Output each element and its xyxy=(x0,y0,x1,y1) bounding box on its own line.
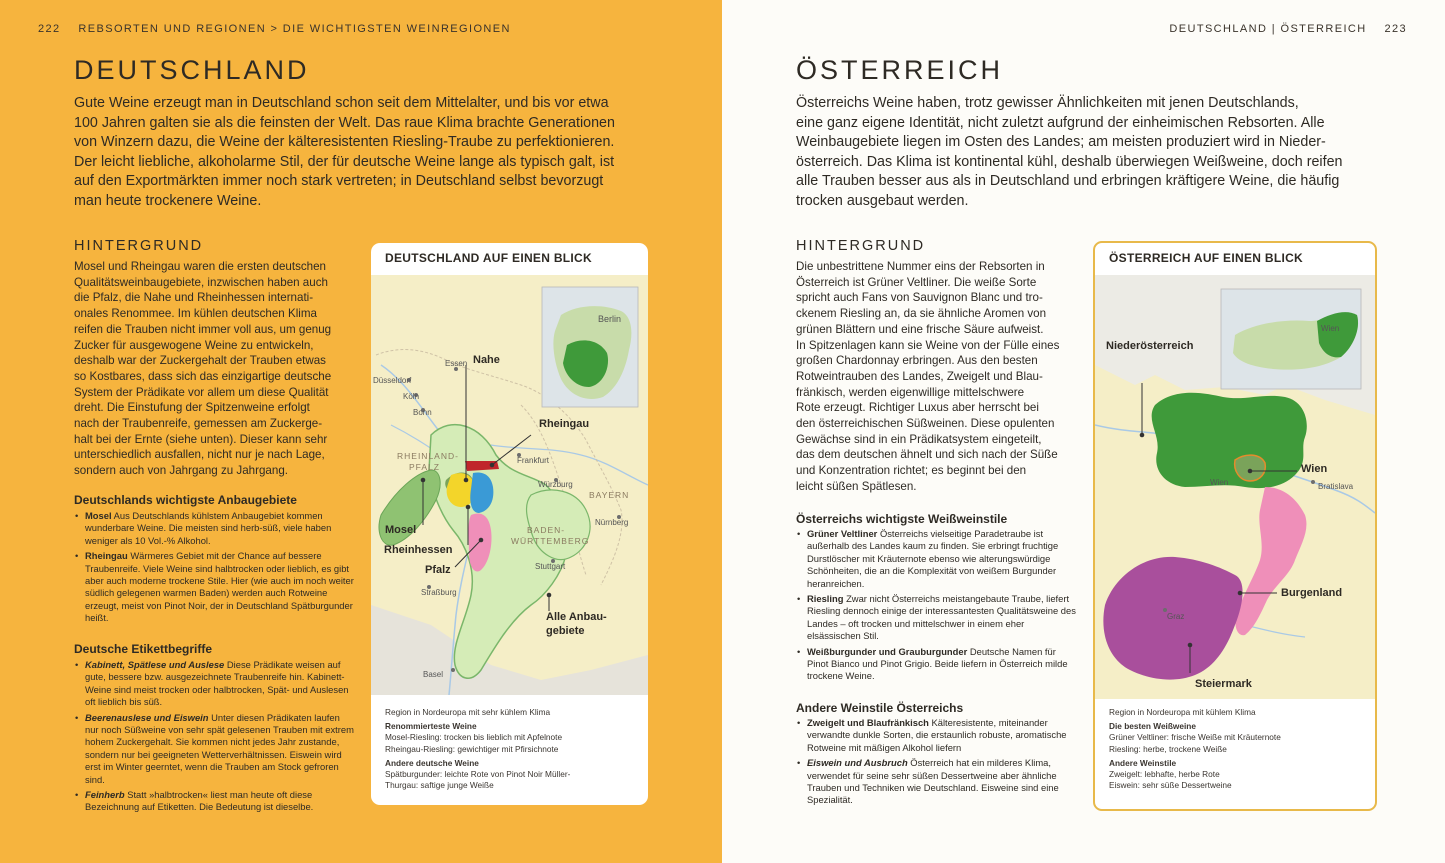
germany-map xyxy=(371,275,648,695)
intro-line: Weinbaugebiete liegen im Osten des Landes; am meisten produziert wird in Nieder- xyxy=(796,134,1326,151)
group1-line: Grüner Veltliner: frische Weiße mit Kräuternote xyxy=(1109,732,1281,743)
label-bayern: BAYERN xyxy=(589,490,630,500)
list-item: • Rheingau Wärmeres Gebiet mit der Chance auf bessere Traubenreife. Viele Weine sind halbtrocken oder lieblich, es gibt aber auch moderne trockene Stile. Hier (wie auch im noch weiter südlich gelegenen warmen Baden) werden auch Rotweine erzeugt, meist von Pinot Noir, der in Deutschland Spätburgunder heißt. xyxy=(74,550,354,624)
body-line: System der Prädikate vor allem um diese Qualität xyxy=(74,385,329,399)
body-line: den österreichischen Süßweinen. Diese opulenten xyxy=(796,417,1055,431)
label-berlin: Berlin xyxy=(598,314,622,324)
intro-line: österreich. Das Klima ist kontinental kühl, deshalb überwiegen Weißweine, doch reifen xyxy=(796,153,1343,170)
region-wien xyxy=(1235,455,1266,481)
label-wien: Wien xyxy=(1301,463,1328,475)
body-line: Rotweintrauben des Landes, Zweigelt und Blau- xyxy=(796,369,1043,383)
section-body-hintergrund xyxy=(74,259,364,479)
list-item: • Riesling Zwar nicht Österreichs meistangebaute Traube, liefert Riesling dennoch einige der interessantesten Qualitätsweine des Landes – oft trocken und mittelschwer in einem eher elsässischen Stil. xyxy=(796,593,1076,643)
intro-line: Österreichs Weine haben, trotz gewisser Ähnlichkeiten mit jenen Deutschlands, xyxy=(796,95,1299,111)
box-footer xyxy=(385,707,570,791)
body-line: halt bei der Ernte (siehe unten). Dieser kann sehr xyxy=(74,432,328,446)
section-body-hintergrund xyxy=(796,259,1086,495)
running-head-left: REBSORTEN UND REGIONEN > DIE WICHTIGSTEN WEINREGIONEN xyxy=(78,23,511,35)
body-line: Die unbestrittene Nummer eins der Rebsorten in xyxy=(796,260,1045,273)
list-item: • Eiswein und Ausbruch Österreich hat ein milderes Klima, verwendet für seine sehr süßen Dessertweine aber ähnliche Trauben und Techniken wie Deutschland. Eisweine sind eine Spezialität. xyxy=(796,757,1076,807)
label-nahe: Nahe xyxy=(473,354,500,366)
climate-line: Region in Nordeuropa mit kühlem Klima xyxy=(1109,707,1256,717)
body-line: Österreich ist Grüner Veltliner. Die weiße Sorte xyxy=(796,275,1037,289)
body-line: deshalb war der Zuckergehalt der Trauben etwas xyxy=(74,354,326,368)
intro-line: Der leicht liebliche, alkoholarme Stil, der für deutsche Weine lange als typisch galt, ist xyxy=(74,153,615,170)
label-pfalz-region: PFALZ xyxy=(409,462,440,472)
city-dot-basel xyxy=(451,668,455,672)
page-number-right: 223 xyxy=(1384,23,1407,35)
group2-line: Zweigelt: lebhafte, herbe Rote xyxy=(1109,769,1220,780)
right-page xyxy=(722,0,1445,863)
body-line: fränkisch, werden eigenwillige mittelschwere xyxy=(796,385,1025,399)
label-burgenland: Burgenland xyxy=(1281,587,1343,599)
climate-line: Region in Nordeuropa mit sehr kühlem Klima xyxy=(385,707,551,717)
group1-line: Mosel-Riesling: trocken bis lieblich mit Apfelnote xyxy=(385,732,563,743)
group2-heading: Andere Weinstile xyxy=(1109,757,1177,768)
section-heading-hintergrund: HINTERGRUND xyxy=(74,238,204,254)
list-item: • Beerenauslese und Eiswein Unter diesen Prädikaten laufen nur noch Süßweine von sehr spät gelesenen Trauben mit extrem hohem Zuckergehalt. Sie kommen nicht jedes Jahr zustande, sondern nur bei geeigneten Wetterverhältnissen. Eiswein wird erst im Winter geerntet, wenn die Trauben am Stock gefroren sind. xyxy=(74,712,354,786)
list-weissweinstile xyxy=(796,528,1076,686)
city-dot-bratislava xyxy=(1311,480,1315,484)
label-baden: BADEN- xyxy=(527,525,566,535)
body-line: ckenem Riesling an, da sie ähnliche Aromen von xyxy=(796,307,1047,321)
label-pfalz: Pfalz xyxy=(425,564,451,576)
group2-heading: Andere deutsche Weine xyxy=(385,757,479,768)
group1-heading: Die besten Weißweine xyxy=(1109,721,1196,732)
left-runhead xyxy=(38,23,511,35)
label-alle-2: gebiete xyxy=(546,625,585,637)
intro-line: Gute Weine erzeugt man in Deutschland schon seit dem Mittelalter, und bis vor etwa xyxy=(74,95,609,111)
page-title-deutschland: DEUTSCHLAND xyxy=(74,55,310,85)
group1-heading: Renommierteste Weine xyxy=(385,721,477,732)
label-alle-1: Alle Anbau- xyxy=(546,611,607,623)
intro-line: von Winzern dazu, die Weine der kälteresistenten Riesling-Traube zu perfektionieren. xyxy=(74,134,615,151)
group1-line: Rheingau-Riesling: gewichtiger mit Pfirsichnote xyxy=(385,743,559,754)
label-wien-small: Wien xyxy=(1210,478,1229,487)
label-mosel: Mosel xyxy=(385,524,417,536)
left-page xyxy=(0,0,722,863)
label-essen: Essen xyxy=(445,359,468,368)
label-rheinhessen: Rheinhessen xyxy=(384,544,453,556)
body-line: Qualitätsweinbaugebiete, inzwischen haben auch xyxy=(74,275,328,289)
list-item: • Feinherb Statt »halbtrocken« liest man heute oft diese Bezeichnung auf Etiketten. Die Bedeutung ist dieselbe. xyxy=(74,789,354,814)
region-niederoesterreich xyxy=(1152,393,1307,488)
intro-deutschland xyxy=(74,94,674,212)
running-head-right: DEUTSCHLAND | ÖSTERREICH xyxy=(1169,23,1367,35)
body-line: das dem deutschen ähnelt und sich nach der Süße xyxy=(796,448,1058,462)
label-wuerttemberg: WÜRTTEMBERG xyxy=(511,536,590,546)
label-steiermark: Steiermark xyxy=(1195,678,1252,690)
page-title-oesterreich: ÖSTERREICH xyxy=(796,55,1004,85)
list-item: • Zweigelt und Blaufränkisch Kälteresistente, miteinander verwandte dunkle Sorten, die erstaunlich robuste, aromatische Rotweine mit mäßigen Alkohol liefern xyxy=(796,717,1076,754)
group2-line: Thurgau: saftige junge Weiße xyxy=(385,780,494,791)
deutschland-at-a-glance-box xyxy=(371,243,648,805)
intro-line: alle Trauben besser aus als in Deutschland und erbringen kräftigere Weine, die häufig xyxy=(796,173,1340,190)
body-line: die Pfalz, die Nahe und Rheinhessen internati- xyxy=(74,291,314,305)
label-bonn: Bonn xyxy=(413,408,432,417)
label-basel: Basel xyxy=(423,670,444,679)
oesterreich-at-a-glance-box xyxy=(1093,241,1377,811)
body-line: unterschiedlich ausfallen, nicht nur je nach Lage, xyxy=(74,448,325,462)
body-line: Gewächse sind in ein Prädikatsystem eingeteilt, xyxy=(796,432,1042,446)
intro-line: 100 Jahren galten sie als die feinsten der Welt. Das raue Klima brachte Generationen xyxy=(74,114,615,131)
body-line: sondern auch von Jahrgang zu Jahrgang. xyxy=(74,464,288,478)
label-nuernberg: Nürnberg xyxy=(595,518,629,527)
body-line: grünen Blättern und eine frische Säure aufweist. xyxy=(796,322,1044,336)
intro-oesterreich xyxy=(796,94,1396,212)
list-item: • Grüner Veltliner Österreichs vielseitige Paradetraube ist außerhalb des Landes kaum zu finden. Sie erbringt fruchtige Durstlöscher mit Kräuternote ebenso wie alterungswürdige Schönheiten, die an die Komplexität von weißem Burgunder heranreichen. xyxy=(796,528,1076,590)
label-wuerzburg: Würzburg xyxy=(538,480,573,489)
intro-line: man heute trockenere Weine. xyxy=(74,192,262,209)
list-item: • Kabinett, Spätlese und Auslese Diese Prädikate weisen auf gute, bessere bzw. ausgezeichnete Traubenreife hin. Kabinett-Weine sind meist trocken oder halbtrocken, Spät- und Auslesen oft lieblich bis süß. xyxy=(74,659,354,709)
heading-weissweinstile: Österreichs wichtigste Weißweinstile xyxy=(796,512,1008,526)
body-line: so Kostbares, dass sich das einzigartige deutsche xyxy=(74,369,332,383)
intro-line: eine ganz eigene Identität, nicht zuletzt aufgrund der einheimischen Rebsorten. Alle xyxy=(796,114,1325,131)
label-duesseldorf: Düsseldorf xyxy=(373,376,412,385)
box-title: ÖSTERREICH AUF EINEN BLICK xyxy=(1109,251,1304,265)
list-andere-weinstile xyxy=(796,717,1076,810)
right-runhead xyxy=(1169,23,1407,35)
body-line: Mosel und Rheingau waren die ersten deutschen xyxy=(74,260,327,273)
label-rheinland: RHEINLAND- xyxy=(397,451,459,461)
heading-anbaugebiete: Deutschlands wichtigste Anbaugebiete xyxy=(74,493,297,507)
intro-line: trocken ausgebaut werden. xyxy=(796,192,969,209)
label-koeln: Köln xyxy=(403,392,420,401)
body-line: nach der Traubenreife, gemessen am Zuckerge- xyxy=(74,417,323,431)
body-line: und Konzentration richtet; es beginnt bei den xyxy=(796,464,1027,478)
body-line: dreht. Die Einstufung der Spitzenweine erfolgt xyxy=(74,401,310,415)
label-frankfurt: Frankfurt xyxy=(517,456,550,465)
body-line: reifen die Trauben nicht immer voll aus, um genug xyxy=(74,322,332,336)
body-line: leicht süßen Spätlesen. xyxy=(796,479,917,493)
label-rheingau: Rheingau xyxy=(539,418,590,430)
list-item: • Mosel Aus Deutschlands kühlstem Anbaugebiet kommen wunderbare Weine. Die meisten sind herb-süß, viele haben weniger als 10 Vol.-% Alkohol. xyxy=(74,510,354,547)
list-etikettbegriffe xyxy=(74,659,354,817)
list-anbaugebiete xyxy=(74,510,354,628)
page-number-left: 222 xyxy=(38,23,61,35)
body-line: onales Renommee. Im kühlen deutschen Klima xyxy=(74,307,317,321)
body-line: In Spitzenlagen kann sie Weine von der Fülle eines xyxy=(796,338,1060,352)
list-item: • Weißburgunder und Grauburgunder Deutsche Namen für Pinot Bianco und Pinot Grigio. Beide liefern in Österreich milde trockene Weine. xyxy=(796,646,1076,683)
label-graz: Graz xyxy=(1167,612,1185,621)
body-line: Zucker für ausgewogene Weine zu entwickeln, xyxy=(74,338,314,352)
group1-line: Riesling: herbe, trockene Weiße xyxy=(1109,743,1227,754)
label-niederoesterreich: Niederösterreich xyxy=(1106,340,1194,352)
body-line: spricht auch Fans von Sauvignon Blanc und tro- xyxy=(796,291,1043,305)
austria-map xyxy=(1095,275,1375,699)
box-footer xyxy=(1109,707,1281,791)
group2-line: Eiswein: sehr süße Dessertweine xyxy=(1109,780,1232,791)
label-wien-inset: Wien xyxy=(1321,324,1340,333)
intro-line: auf den Exportmärkten immer noch stark vertreten; in Deutschland selbst bevorzugt xyxy=(74,173,604,190)
label-stuttgart: Stuttgart xyxy=(535,562,566,571)
heading-andere-weinstile: Andere Weinstile Österreichs xyxy=(796,701,964,715)
group2-line: Spätburgunder: leichte Rote von Pinot Noir Müller- xyxy=(385,769,571,780)
label-bratislava: Bratislava xyxy=(1318,482,1354,491)
box-title: DEUTSCHLAND AUF EINEN BLICK xyxy=(385,251,592,265)
body-line: großen Chardonnay erbringen. Aus den besten xyxy=(796,354,1038,368)
heading-etikettbegriffe: Deutsche Etikettbegriffe xyxy=(74,642,213,656)
section-heading-hintergrund: HINTERGRUND xyxy=(796,238,926,254)
label-strassburg: Straßburg xyxy=(421,588,457,597)
body-line: Rote erzeugt. Richtiger Luxus aber herrscht bei xyxy=(796,401,1039,415)
